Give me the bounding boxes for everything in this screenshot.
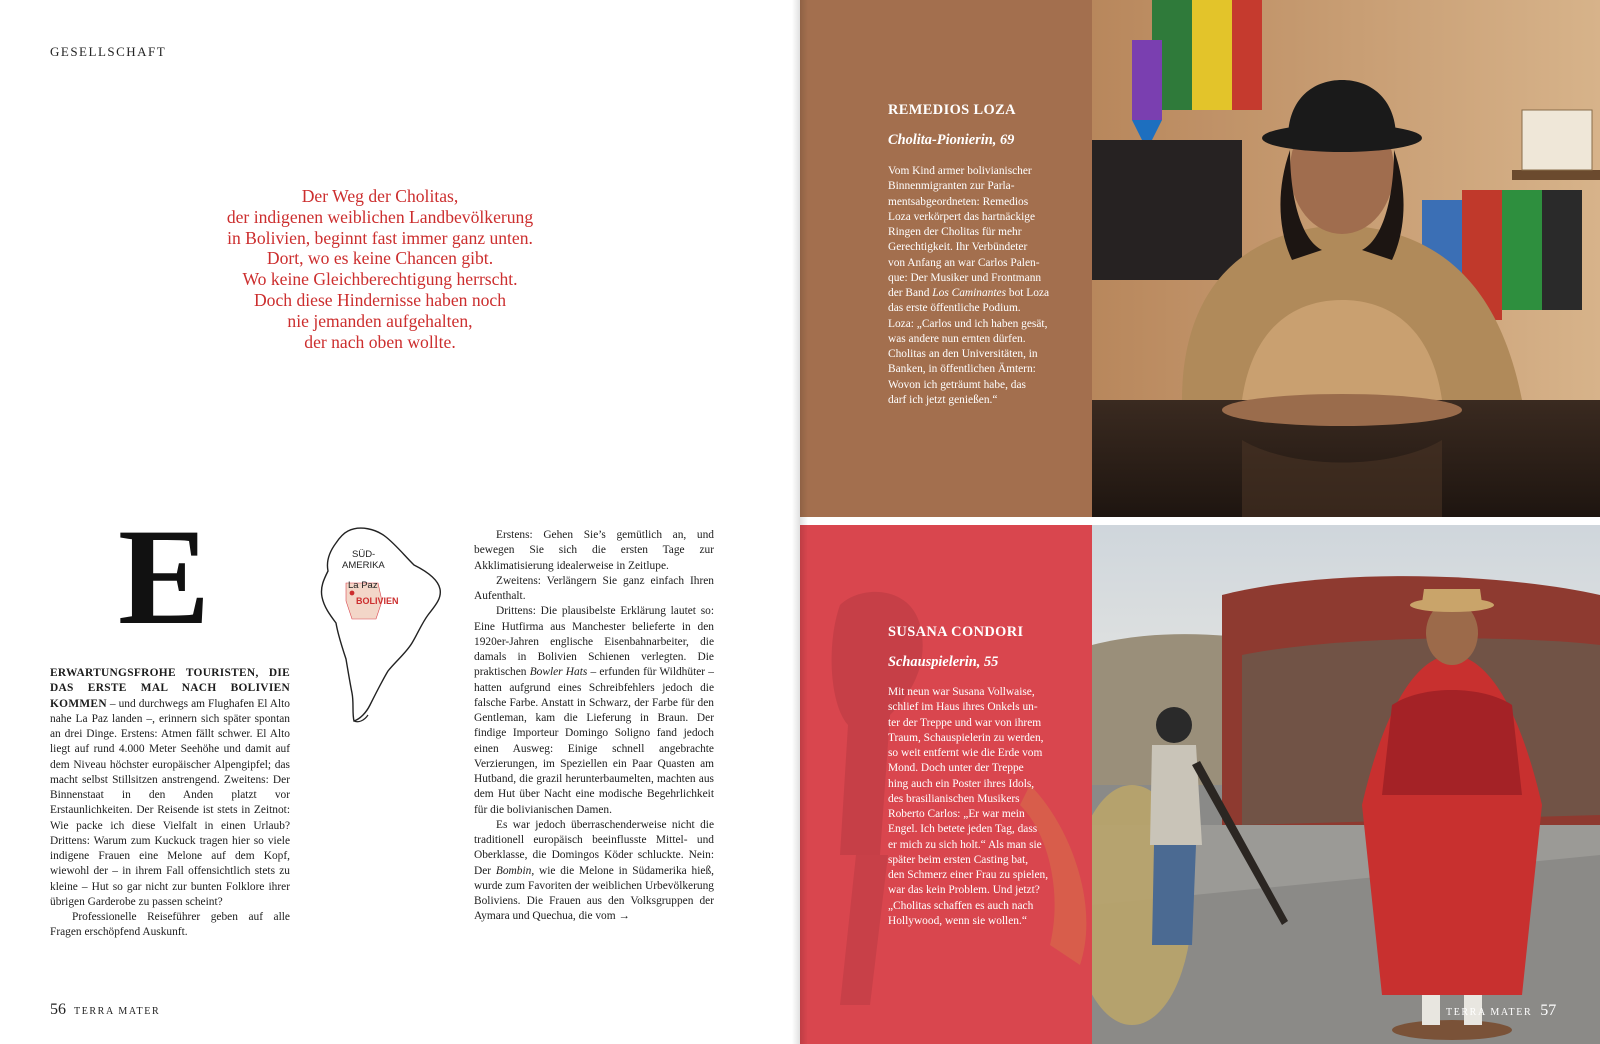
- map-label-continent-1: SÜD-: [352, 549, 376, 560]
- folio-left: [50, 1001, 160, 1019]
- map-label-city: La Paz: [348, 580, 378, 591]
- pull-quote-line: Der Weg der Cholitas,: [301, 186, 459, 206]
- page-number: 57: [1540, 1002, 1557, 1019]
- portrait-photo-remedios-loza: [1092, 0, 1600, 517]
- text-column-1: [50, 666, 290, 941]
- continue-arrow-icon: →: [618, 910, 630, 923]
- profile-panel-top: [800, 0, 1092, 517]
- pull-quote-line: Dort, wo es keine Chancen gibt.: [266, 248, 494, 269]
- pull-quote-line: der nach oben wollte.: [304, 331, 456, 352]
- south-america-map: [318, 525, 444, 725]
- body-text: – und durchwegs am Flughafen El Alto nahe La Paz landen –, erinnern sich später spontan an drei Dinge. Erstens: Atmen fällt schwer. El Alto liegt auf rund 4.000 Meter Seehöhe und damit auf dem Niveau höchster europäischer Alpengipfel; das macht selbst Stillsitzen anstrengend. Zweitens: Der Binnenstaat in den Anden platzt vor Erstaunlichkeiten. Der Reisende ist stets in Zeitnot: Wie packe ich diese Vielfalt in einen Urlaub? Drittens: Warum zum Kuckuck tragen hier so viele indigene Frauen eine Melone auf dem Kopf, wiewohl der – in ihrem Fall offensichtlich stets zu kleine – Hut so gar nicht zur bunten Folklore ihrer übrigen Garderobe zu passen scheint?: [50, 697, 290, 908]
- profile-text: Mit neun war Susana Vollwaise, schlief im Haus ihres Onkels un- ter der Treppe und war von ihrem Traum, Schauspielerin zu werden, so weit entfernt wie die Erde vom Mond. Doch unter der Treppe hing auch ein Poster ihres Idols, des brasilianischen Musikers Roberto Carlos: „Er war mein Engel. Ich betete jeden Tag, dass er mich zu sich holt.“ Als man sie später beim ersten Casting bat, den Schmerz einer Frau zu spielen, war das kein Problem. Und jetzt? „Cholitas schaffen es auch nach Hollywood, wenn sie wollen.“: [888, 686, 1049, 927]
- portrait-photo-susana-condori: [1092, 525, 1600, 1044]
- body-paragraph: Professionelle Reiseführer geben auf alle Fragen erschöpfend Auskunft.: [50, 911, 290, 939]
- profile-role: Cholita-Pionierin, 69: [888, 132, 1015, 148]
- pull-quote-line: nie jemanden aufgehalten,: [287, 310, 473, 331]
- right-page: [800, 0, 1600, 1044]
- la-paz-marker: [350, 591, 355, 596]
- page-number: 56: [50, 1001, 66, 1018]
- pull-quote-line: der indigenen weiblichen Landbevölkerung: [226, 206, 534, 227]
- body-paragraph: Zweitens: Verlängern Sie ganz einfach Ihren Aufenthalt.: [474, 574, 714, 602]
- magazine-name: TERRA MATER: [1446, 1007, 1533, 1018]
- pull-quote-line: Wo keine Gleichberechtigung herrscht.: [242, 269, 518, 290]
- folio-right: [1446, 1002, 1556, 1020]
- map-label-continent-2: AMERIKA: [342, 560, 385, 571]
- pull-quote: [180, 186, 580, 352]
- drop-cap: E: [118, 500, 211, 653]
- body-paragraph: Es war jedoch überraschenderweise nicht die traditionell europäisch beeinflusste Mittel- und Oberklasse, die Domingos Köder schluckte. Nein: Der Bombin, wie die Melone in Südamerika hieß, wurde zum Favoriten der weiblichen Urbevölkerung Boliviens. Die Frauen aus den Volksgruppen der Aymara und Quechua, die vom →: [474, 818, 714, 923]
- pull-quote-line: Doch diese Hindernisse haben noch: [253, 289, 507, 310]
- body-paragraph: Drittens: Die plausibelste Erklärung lautet so: Eine Hutfirma aus Manchester belieferte in den 1920er-Jahren englische Eisenbahnarbeiter, die damals in Bolivien Schienen verlegten. Die praktischen Bowler Hats – erfunden für Wildhüter – hatten aufgrund eines Schreibfehlers jedoch die falsche Farbe. Anstatt in Schwarz, der Farbe für den Gentleman, kam die Lieferung in Braun. Der findige Importeur Domingo Soligno fand jedoch einen Ausweg: Einige schnell angebrachte Verzierungen, im Speziellen ein Paar Quasten am Hutband, die grazil herunterbaumelten, machten aus dem Hut über Nacht eine modische Begehrlichkeit für die bolivianischen Damen.: [474, 605, 714, 816]
- profile-panel-bottom: [800, 525, 1092, 1044]
- body-paragraph: Erstens: Gehen Sie’s gemütlich an, und bewegen Sie sich die ersten Tage zur Akklimatisierung idealerweise in Zeitlupe.: [474, 529, 714, 572]
- text-column-2: [474, 528, 714, 925]
- profile-name: SUSANA CONDORI: [888, 624, 1024, 640]
- pull-quote-line: in Bolivien, beginnt fast immer ganz unten.: [227, 227, 533, 248]
- profile-text: Vom Kind armer bolivianischer Binnenmigranten zur Parla- mentsabgeordneten: Remedios Loza verkörpert das hartnäckige Ringen der Cholitas für mehr Gerechtigkeit. Ihr Verbündeter von Anfang an war Carlos Palen- que: Der Musiker und Frontmann der Band Los Caminantes bot Loza das erste öffentliche Podium. Loza: „Carlos und ich haben gesät, was andere nun ernten dürfen. Cholitas an den Universitäten, in Banken, in öffentlichen Ämtern: Wovon ich geträumt habe, das darf ich jetzt genießen.“: [888, 165, 1050, 406]
- magazine-name: TERRA MATER: [74, 1006, 161, 1017]
- section-label: GESELLSCHAFT: [50, 44, 167, 59]
- map-label-country: BOLIVIEN: [356, 596, 399, 606]
- profile-name: REMEDIOS LOZA: [888, 102, 1016, 118]
- gutter-shadow: [792, 0, 808, 1044]
- lead-in: ERWARTUNGSFROHE TOURISTEN, DIE DAS ERSTE MAL NACH BOLIVIEN KOMMEN: [50, 667, 290, 710]
- profile-role: Schauspielerin, 55: [888, 654, 999, 670]
